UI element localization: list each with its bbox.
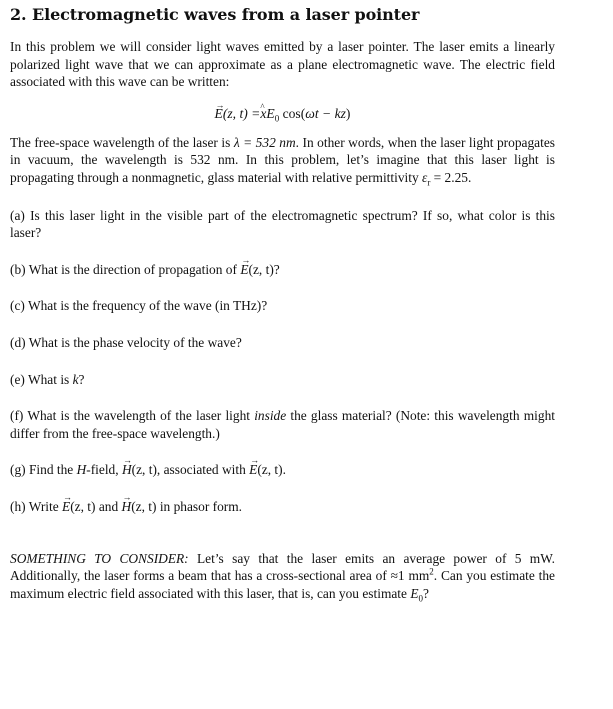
question-f (10, 407, 555, 442)
question-a-text: (a) Is this laser light in the visible part of the electromagnetic spectrum? If so, what color is this laser? (10, 207, 555, 241)
eq-amplitude-sub: 0 (274, 113, 280, 124)
permittivity-value: = 2.25. (430, 169, 472, 185)
question-a (10, 207, 555, 242)
question-g-h-field: → H (122, 461, 132, 479)
consider-text-2: . Can you estimate the maximum electric field associated with this laser, that is, can you estimate (10, 568, 555, 601)
question-g-h: H (76, 462, 87, 478)
question-g (10, 461, 555, 479)
question-e (10, 371, 555, 389)
question-f-emphasis: inside (254, 408, 287, 424)
eq-cos: cos( (279, 105, 306, 121)
consider-sup: 2 (429, 566, 434, 577)
eq-unit-vector: ^ x (260, 105, 266, 123)
question-c (10, 297, 555, 315)
context-paragraph (10, 134, 555, 187)
question-b (10, 261, 555, 279)
section-title: Electromagnetic waves from a laser pointer (32, 5, 420, 24)
intro-text: In this problem we will consider light waves emitted by a laser pointer. The laser emits a linearly polarized light wave that we can approximate as a plane electromagnetic wave. The electric field associated with this wave can be written: (10, 39, 555, 90)
question-e-text: (e) What is (10, 371, 73, 387)
context-text-1: The free-space wavelength of the laser is (10, 134, 234, 150)
question-g-e-field: → E (249, 461, 257, 479)
question-f-end: the glass material? (Note: this wavelength might differ from the free-space wavelength.) (10, 408, 555, 441)
question-h-mid: (z, t) and (70, 498, 122, 514)
question-g-mid2: (z, t), associated with (131, 462, 250, 478)
question-c-text: (c) What is the frequency of the wave (in THz)? (10, 298, 268, 314)
question-b-end: (z, t)? (248, 261, 280, 277)
question-e-var: k (72, 371, 79, 387)
problem-page (10, 4, 555, 602)
question-b-text: (b) What is the direction of propagation of (10, 261, 241, 277)
question-g-end: (z, t). (257, 462, 286, 478)
eq-amplitude: E (266, 105, 275, 121)
question-f-text: (f) What is the wavelength of the laser light (10, 408, 255, 424)
section-heading (10, 4, 555, 26)
eq-lhs: → E(z, t) = (215, 105, 261, 123)
intro-paragraph (10, 38, 555, 91)
question-h-h-field: → H (122, 498, 132, 516)
eq-argument: ωt − kz (305, 105, 346, 121)
question-d (10, 334, 555, 352)
question-g-mid: -field, (86, 462, 122, 478)
question-h (10, 498, 555, 516)
consider-end: ? (423, 585, 429, 601)
question-h-text: (h) Write (10, 498, 63, 514)
something-to-consider (10, 550, 555, 603)
lambda-expression: λ = 532 nm (233, 134, 296, 150)
eq-close: ) (345, 105, 351, 121)
question-h-end: (z, t) in phasor form. (131, 498, 243, 514)
electric-field-equation (10, 105, 555, 123)
question-g-text: (g) Find the (10, 462, 77, 478)
permittivity-symbol: ε (422, 169, 428, 185)
consider-e0-sub: 0 (418, 593, 424, 604)
consider-e0: E (410, 585, 419, 601)
context-text-2: . In other words, when the laser light propagates in vacuum, the wavelength is 532 nm. In this problem, let’s imagine that this laser light is propagating through a nonmagnetic, glass material with relative permittivity (10, 134, 555, 185)
permittivity-sub: r (427, 177, 431, 188)
consider-label: SOMETHING TO CONSIDER: (10, 550, 189, 566)
question-d-text: (d) What is the phase velocity of the wave? (10, 334, 242, 350)
question-b-field: → E (240, 261, 248, 279)
question-e-end: ? (78, 371, 85, 387)
question-h-e-field: → E (62, 498, 70, 516)
consider-text-1: Let’s say that the laser emits an average power of 5 mW. Additionally, the laser forms a beam that has a cross-sectional area of ≈1 mm (10, 550, 555, 584)
section-number: 2. (10, 5, 27, 24)
